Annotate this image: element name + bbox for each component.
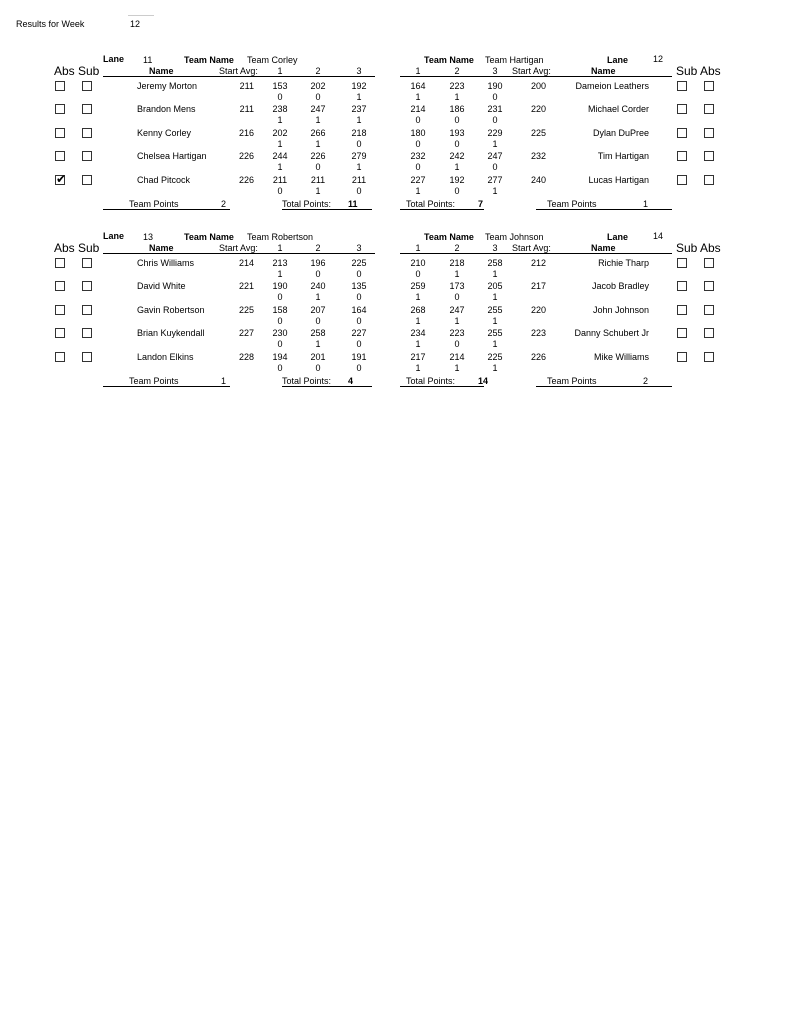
abs-checkbox[interactable] bbox=[55, 258, 65, 268]
game3-header: 3 bbox=[356, 243, 362, 253]
abs-checkbox[interactable] bbox=[55, 151, 65, 161]
game-score: 217 bbox=[410, 351, 426, 362]
game2-header: 2 bbox=[315, 243, 321, 253]
game-score: 225 bbox=[351, 258, 367, 268]
week-field-border bbox=[128, 15, 154, 16]
total-points-value: 11 bbox=[348, 199, 358, 209]
sub-checkbox[interactable] bbox=[677, 258, 687, 268]
game-score: 192 bbox=[351, 81, 367, 91]
game-point: 1 bbox=[454, 92, 460, 102]
sub-checkbox[interactable] bbox=[677, 175, 687, 185]
player-name: David White bbox=[137, 281, 186, 292]
week-number: 12 bbox=[130, 19, 141, 29]
start-avg: 226 bbox=[238, 174, 254, 185]
abs-checkbox[interactable] bbox=[55, 281, 65, 291]
lane-number: 11 bbox=[143, 55, 153, 65]
start-avg: 225 bbox=[530, 127, 546, 138]
start-avg-header: Start Avg: bbox=[219, 243, 258, 253]
game-score: 202 bbox=[272, 127, 288, 138]
sub-header: Sub bbox=[78, 64, 100, 78]
game-point: 1 bbox=[492, 269, 498, 279]
game-score: 266 bbox=[310, 127, 326, 138]
game-score: 194 bbox=[272, 351, 288, 362]
start-avg: 225 bbox=[238, 304, 254, 315]
game-point: 0 bbox=[356, 292, 362, 303]
header-divider bbox=[103, 76, 375, 77]
game-point: 1 bbox=[315, 339, 321, 350]
abs-checkbox[interactable] bbox=[704, 258, 714, 268]
start-avg: 200 bbox=[530, 81, 546, 91]
game-score: 234 bbox=[410, 328, 426, 339]
player-name: Dameion Leathers bbox=[575, 81, 649, 91]
team-name: Team Hartigan bbox=[485, 55, 544, 65]
game-score: 201 bbox=[310, 351, 326, 362]
game-score: 255 bbox=[487, 304, 503, 315]
player-name: Chad Pitcock bbox=[137, 174, 191, 185]
week-label: Results for Week bbox=[16, 19, 85, 29]
team-name: Team Johnson bbox=[485, 232, 544, 242]
abs-checkbox[interactable] bbox=[704, 281, 714, 291]
total-points-label: Total Points: bbox=[406, 376, 456, 386]
game-point: 1 bbox=[277, 269, 283, 279]
game2-header: 2 bbox=[454, 66, 460, 76]
game-point: 1 bbox=[315, 138, 321, 149]
game-score: 190 bbox=[272, 281, 288, 292]
player-name: Kenny Corley bbox=[137, 127, 192, 138]
team-name-label: Team Name bbox=[184, 55, 234, 65]
start-avg-header: Start Avg: bbox=[512, 243, 551, 253]
abs-header: Abs bbox=[54, 241, 75, 255]
game-score: 211 bbox=[272, 174, 288, 185]
team-name-label: Team Name bbox=[424, 232, 474, 242]
game-score: 268 bbox=[410, 304, 426, 315]
abs-checkbox[interactable] bbox=[704, 128, 714, 138]
game-score: 190 bbox=[487, 81, 503, 91]
player-name: Chelsea Hartigan bbox=[137, 151, 207, 162]
checkmark-icon: ✔ bbox=[56, 171, 67, 186]
abs-checkbox[interactable] bbox=[704, 81, 714, 91]
player-name: Richie Tharp bbox=[598, 258, 649, 268]
header-divider bbox=[400, 253, 672, 254]
game-point: 1 bbox=[492, 362, 498, 373]
game-score: 244 bbox=[272, 151, 288, 162]
player-name: Jeremy Morton bbox=[137, 81, 198, 91]
sub-checkbox[interactable] bbox=[677, 81, 687, 91]
game-point: 0 bbox=[277, 92, 283, 102]
sub-checkbox[interactable] bbox=[82, 281, 92, 291]
sub-checkbox[interactable] bbox=[82, 151, 92, 161]
team-points-value: 2 bbox=[643, 376, 649, 386]
total-points-label: Total Points: bbox=[406, 199, 456, 209]
abs-checkbox[interactable] bbox=[55, 328, 65, 338]
team-points-label: Team Points bbox=[547, 376, 597, 386]
game-score: 226 bbox=[310, 151, 326, 162]
sub-checkbox[interactable] bbox=[677, 151, 687, 161]
game-point: 0 bbox=[277, 362, 283, 373]
abs-checkbox[interactable] bbox=[55, 171, 67, 186]
game-point: 1 bbox=[492, 185, 498, 196]
abs-checkbox[interactable] bbox=[55, 81, 65, 91]
game-score: 186 bbox=[449, 104, 465, 115]
game-point: 0 bbox=[315, 92, 321, 102]
game-score: 247 bbox=[310, 104, 326, 115]
game-score: 164 bbox=[351, 304, 367, 315]
start-avg: 232 bbox=[530, 151, 546, 162]
start-avg: 226 bbox=[238, 151, 254, 162]
game-score: 214 bbox=[410, 104, 426, 115]
game-point: 0 bbox=[415, 138, 421, 149]
player-name: Gavin Robertson bbox=[137, 304, 205, 315]
team-name: Team Corley bbox=[247, 55, 298, 65]
game-point: 0 bbox=[454, 292, 460, 303]
team-points-underline bbox=[103, 386, 230, 387]
sub-checkbox[interactable] bbox=[82, 352, 92, 362]
game1-header: 1 bbox=[415, 243, 421, 253]
start-avg: 216 bbox=[238, 127, 254, 138]
start-avg: 211 bbox=[239, 81, 254, 91]
game-score: 227 bbox=[410, 174, 426, 185]
sub-checkbox[interactable] bbox=[677, 104, 687, 114]
sub-checkbox[interactable] bbox=[82, 128, 92, 138]
game-score: 211 bbox=[310, 174, 326, 185]
start-avg-header: Start Avg: bbox=[219, 66, 258, 76]
game-point: 1 bbox=[415, 362, 421, 373]
start-avg: 221 bbox=[238, 281, 254, 292]
team-points-value: 2 bbox=[221, 199, 227, 209]
game-point: 1 bbox=[315, 185, 321, 196]
team-points-label: Team Points bbox=[129, 376, 179, 386]
game-point: 1 bbox=[415, 92, 421, 102]
game-score: 135 bbox=[351, 281, 367, 292]
team-points-value: 1 bbox=[221, 376, 227, 386]
abs-checkbox[interactable] bbox=[55, 104, 65, 114]
game-score: 218 bbox=[351, 127, 367, 138]
abs-header: Abs bbox=[54, 64, 75, 78]
lane-number: 14 bbox=[653, 231, 664, 241]
game-point: 0 bbox=[356, 138, 362, 149]
game-score: 210 bbox=[410, 258, 426, 268]
game-point: 0 bbox=[356, 339, 362, 350]
game-score: 205 bbox=[487, 281, 503, 292]
game-point: 0 bbox=[415, 115, 421, 126]
game-point: 0 bbox=[277, 339, 283, 350]
abs-checkbox[interactable] bbox=[704, 151, 714, 161]
game-score: 158 bbox=[272, 304, 288, 315]
total-points-underline bbox=[400, 209, 484, 210]
player-name: Brandon Mens bbox=[137, 104, 196, 115]
game-point: 0 bbox=[315, 362, 321, 373]
game-point: 1 bbox=[454, 362, 460, 373]
game3-header: 3 bbox=[492, 66, 498, 76]
game-score: 230 bbox=[272, 328, 288, 339]
start-avg: 212 bbox=[530, 258, 546, 268]
game-score: 180 bbox=[410, 127, 426, 138]
game-point: 1 bbox=[356, 162, 362, 173]
game-point: 0 bbox=[315, 315, 321, 326]
abs-checkbox[interactable] bbox=[704, 175, 714, 185]
game-score: 279 bbox=[351, 151, 367, 162]
abs-checkbox[interactable] bbox=[704, 352, 714, 362]
header-divider bbox=[103, 253, 375, 254]
lane-label: Lane bbox=[103, 54, 125, 64]
game-score: 193 bbox=[449, 127, 465, 138]
total-points-label: Total Points: bbox=[282, 199, 332, 209]
game-point: 1 bbox=[415, 292, 421, 303]
start-avg: 240 bbox=[530, 174, 546, 185]
game1-header: 1 bbox=[415, 66, 421, 76]
game-score: 227 bbox=[351, 328, 367, 339]
start-avg: 228 bbox=[238, 351, 254, 362]
sub-checkbox[interactable] bbox=[677, 328, 687, 338]
game-score: 214 bbox=[449, 351, 465, 362]
game-point: 1 bbox=[454, 269, 460, 279]
player-name: Mike Williams bbox=[594, 351, 649, 362]
player-name: Tim Hartigan bbox=[597, 151, 649, 162]
game-score: 277 bbox=[487, 174, 503, 185]
start-avg: 220 bbox=[530, 104, 546, 115]
game-score: 196 bbox=[310, 258, 326, 268]
team-name-label: Team Name bbox=[184, 232, 234, 242]
game-score: 242 bbox=[449, 151, 465, 162]
abs-checkbox[interactable] bbox=[704, 328, 714, 338]
game-score: 259 bbox=[410, 281, 426, 292]
game-score: 225 bbox=[487, 351, 503, 362]
game1-header: 1 bbox=[277, 243, 283, 253]
game-point: 0 bbox=[356, 315, 362, 326]
game-point: 0 bbox=[277, 292, 283, 303]
team-points-underline bbox=[536, 209, 672, 210]
game-point: 0 bbox=[492, 162, 498, 173]
total-points-value: 7 bbox=[478, 199, 484, 209]
lane-label: Lane bbox=[607, 55, 629, 65]
lane-label: Lane bbox=[607, 232, 629, 242]
player-name: Brian Kuykendall bbox=[137, 328, 205, 339]
game-point: 0 bbox=[356, 269, 362, 279]
game-point: 0 bbox=[454, 185, 460, 196]
abs-header: Abs bbox=[700, 241, 721, 255]
abs-checkbox[interactable] bbox=[55, 352, 65, 362]
game-score: 164 bbox=[410, 81, 426, 91]
team-points-value: 1 bbox=[643, 199, 649, 209]
game-point: 0 bbox=[415, 269, 421, 279]
game-score: 247 bbox=[449, 304, 465, 315]
player-name: Landon Elkins bbox=[137, 351, 194, 362]
sub-checkbox[interactable] bbox=[82, 104, 92, 114]
name-header: Name bbox=[591, 243, 616, 253]
game-point: 1 bbox=[492, 292, 498, 303]
game-point: 0 bbox=[454, 115, 460, 126]
game-score: 192 bbox=[449, 174, 465, 185]
player-name: John Johnson bbox=[592, 304, 649, 315]
header-divider bbox=[400, 76, 672, 77]
game-score: 258 bbox=[310, 328, 326, 339]
game-score: 207 bbox=[310, 304, 326, 315]
game2-header: 2 bbox=[454, 243, 460, 253]
game2-header: 2 bbox=[315, 66, 321, 76]
game-score: 191 bbox=[351, 351, 367, 362]
team-points-underline bbox=[103, 209, 230, 210]
start-avg: 223 bbox=[530, 328, 546, 339]
game-score: 232 bbox=[410, 151, 426, 162]
game-point: 0 bbox=[454, 138, 460, 149]
sub-checkbox[interactable] bbox=[82, 81, 92, 91]
sub-header: Sub bbox=[676, 241, 698, 255]
sub-header: Sub bbox=[78, 241, 100, 255]
team-points-label: Team Points bbox=[129, 199, 179, 209]
game-point: 1 bbox=[492, 339, 498, 350]
start-avg: 217 bbox=[530, 281, 546, 292]
game-point: 1 bbox=[315, 115, 321, 126]
game-point: 1 bbox=[277, 115, 283, 126]
player-name: Jacob Bradley bbox=[591, 281, 649, 292]
game-score: 229 bbox=[487, 127, 503, 138]
game-score: 255 bbox=[487, 328, 503, 339]
game-score: 213 bbox=[272, 258, 288, 268]
start-avg: 211 bbox=[239, 104, 254, 115]
name-header: Name bbox=[149, 243, 174, 253]
sub-header: Sub bbox=[676, 64, 698, 78]
lane-label: Lane bbox=[103, 231, 125, 241]
game-point: 1 bbox=[454, 315, 460, 326]
game-point: 1 bbox=[415, 315, 421, 326]
total-points-underline bbox=[400, 386, 484, 387]
start-avg: 227 bbox=[238, 328, 254, 339]
game3-header: 3 bbox=[492, 243, 498, 253]
game-point: 1 bbox=[356, 92, 362, 102]
lane-number: 13 bbox=[143, 232, 154, 242]
name-header: Name bbox=[149, 66, 174, 76]
sub-checkbox[interactable] bbox=[82, 305, 92, 315]
player-name: Lucas Hartigan bbox=[588, 174, 649, 185]
game-score: 240 bbox=[310, 281, 326, 292]
abs-checkbox[interactable] bbox=[704, 305, 714, 315]
game-point: 1 bbox=[277, 162, 283, 173]
game-point: 1 bbox=[415, 185, 421, 196]
start-avg: 226 bbox=[530, 351, 546, 362]
team-name-label: Team Name bbox=[424, 55, 474, 65]
game-score: 218 bbox=[449, 258, 465, 268]
team-points-label: Team Points bbox=[547, 199, 597, 209]
game-score: 202 bbox=[310, 81, 326, 91]
game-point: 1 bbox=[454, 162, 460, 173]
game-point: 0 bbox=[492, 92, 498, 102]
abs-header: Abs bbox=[700, 64, 721, 78]
player-name: Chris Williams bbox=[137, 258, 194, 268]
game-point: 1 bbox=[315, 292, 321, 303]
game-point: 1 bbox=[356, 115, 362, 126]
total-points-underline bbox=[282, 386, 372, 387]
abs-checkbox[interactable] bbox=[704, 104, 714, 114]
game-score: 258 bbox=[487, 258, 503, 268]
game-point: 0 bbox=[356, 185, 362, 196]
sub-checkbox[interactable] bbox=[82, 175, 92, 185]
player-name: Michael Corder bbox=[587, 104, 649, 115]
team-name: Team Robertson bbox=[247, 232, 314, 242]
game-point: 0 bbox=[415, 162, 421, 173]
game-point: 0 bbox=[277, 315, 283, 326]
game-score: 238 bbox=[272, 104, 288, 115]
game-score: 211 bbox=[351, 174, 367, 185]
game-point: 0 bbox=[356, 362, 362, 373]
abs-checkbox[interactable] bbox=[55, 128, 65, 138]
sub-checkbox[interactable] bbox=[677, 305, 687, 315]
game-score: 247 bbox=[487, 151, 503, 162]
game-score: 223 bbox=[449, 328, 465, 339]
game-point: 1 bbox=[492, 138, 498, 149]
start-avg: 220 bbox=[530, 304, 546, 315]
game3-header: 3 bbox=[356, 66, 362, 76]
player-name: Dylan DuPree bbox=[592, 127, 649, 138]
lane-number: 12 bbox=[653, 54, 664, 64]
game-point: 1 bbox=[277, 138, 283, 149]
player-name: Danny Schubert Jr bbox=[574, 328, 649, 339]
game-point: 0 bbox=[277, 185, 283, 196]
game-score: 237 bbox=[351, 104, 367, 115]
game-point: 0 bbox=[315, 269, 321, 279]
sub-checkbox[interactable] bbox=[82, 328, 92, 338]
total-points-label: Total Points: bbox=[282, 376, 332, 386]
start-avg-header: Start Avg: bbox=[512, 66, 551, 76]
game1-header: 1 bbox=[277, 66, 283, 76]
game-point: 0 bbox=[315, 162, 321, 173]
total-points-value: 14 bbox=[478, 376, 489, 386]
game-score: 231 bbox=[487, 104, 503, 115]
game-point: 0 bbox=[454, 339, 460, 350]
sub-checkbox[interactable] bbox=[677, 128, 687, 138]
game-point: 0 bbox=[492, 115, 498, 126]
game-point: 1 bbox=[415, 339, 421, 350]
sub-checkbox[interactable] bbox=[82, 258, 92, 268]
game-point: 1 bbox=[492, 315, 498, 326]
total-points-underline bbox=[282, 209, 372, 210]
game-score: 223 bbox=[449, 81, 465, 91]
start-avg: 214 bbox=[238, 258, 254, 268]
sub-checkbox[interactable] bbox=[677, 352, 687, 362]
game-score: 173 bbox=[449, 281, 465, 292]
sub-checkbox[interactable] bbox=[677, 281, 687, 291]
team-points-underline bbox=[536, 386, 672, 387]
total-points-value: 4 bbox=[348, 376, 354, 386]
name-header: Name bbox=[591, 66, 616, 76]
game-score: 153 bbox=[272, 81, 288, 91]
abs-checkbox[interactable] bbox=[55, 305, 65, 315]
